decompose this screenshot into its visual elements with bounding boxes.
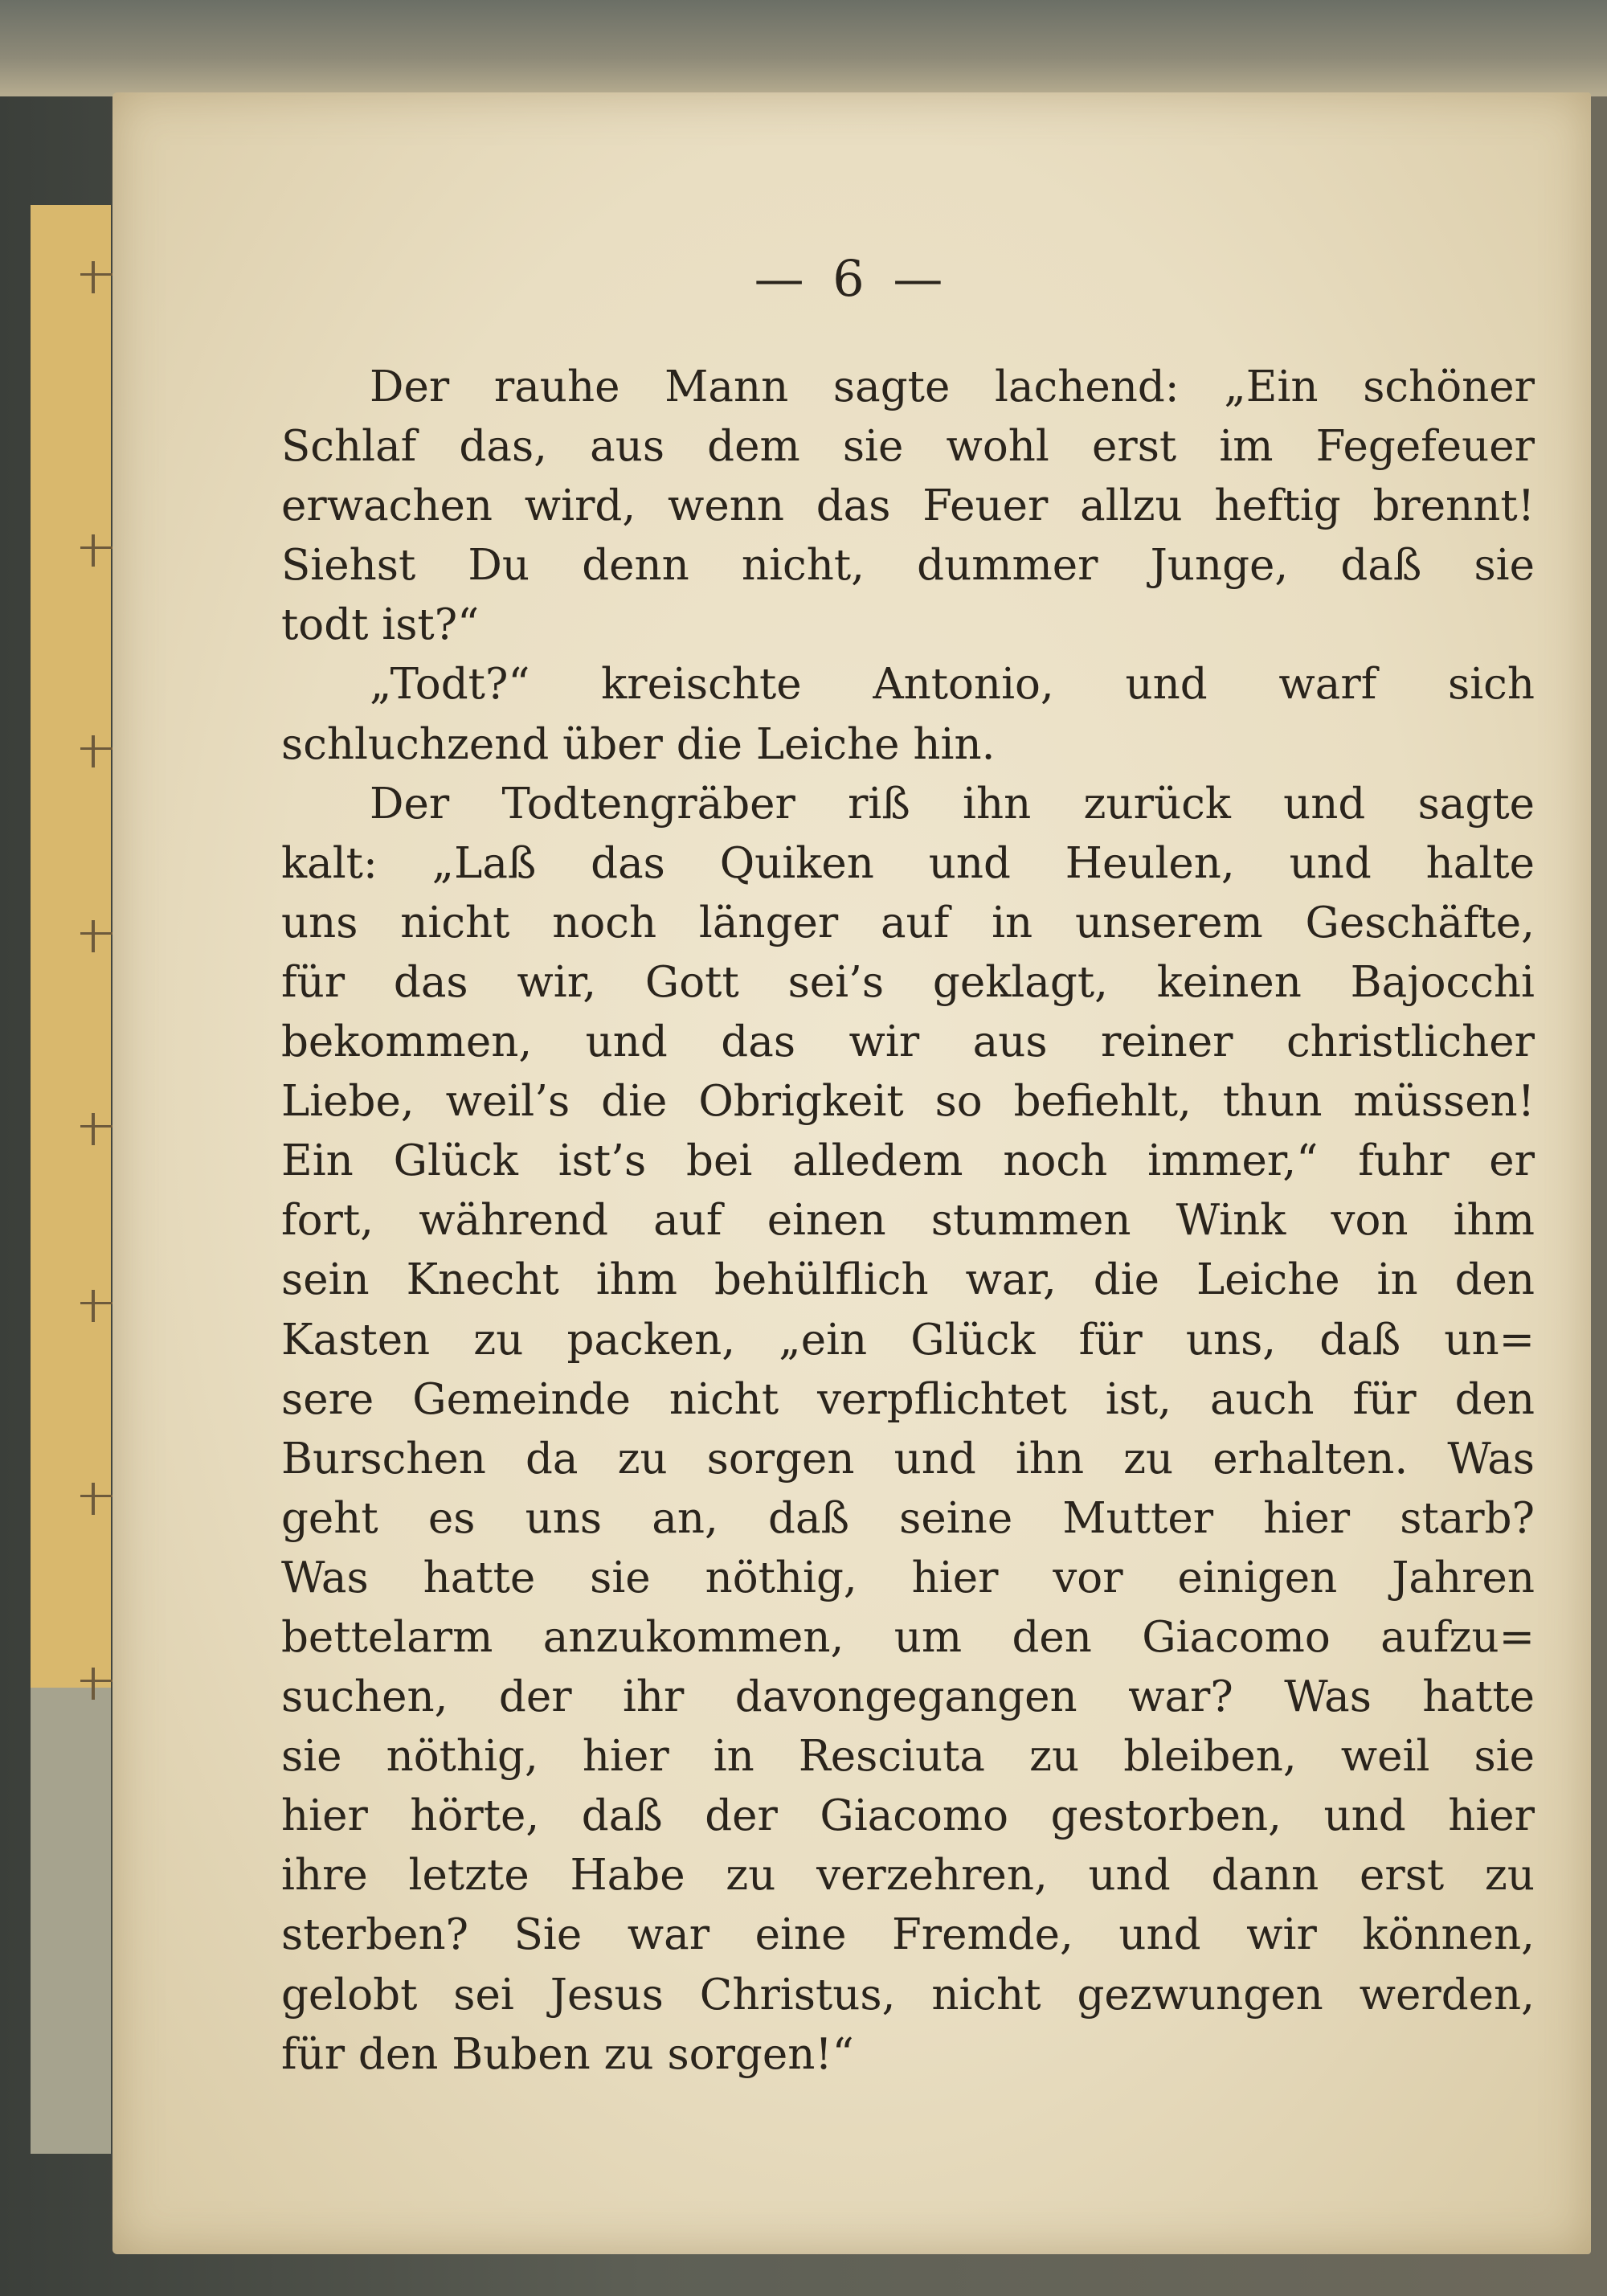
binding-stitch <box>80 273 112 277</box>
binding-stitch <box>80 1495 112 1499</box>
text-line: für den Buben zu sorgen!“ <box>281 2029 854 2079</box>
text-line: sie nöthig, hier in Resciuta zu bleiben, weil sie <box>281 1732 1535 1782</box>
text-line: Liebe, weil’s die Obrigkeit so befiehlt, thun müssen! <box>281 1077 1535 1127</box>
text-line: sterben? Sie war eine Fremde, und wir können, <box>281 1910 1535 1960</box>
text-line: bettelarm anzukommen, um den Giacomo aufzu= <box>281 1612 1535 1662</box>
text-line: Schlaf das, aus dem sie wohl erst im Fegefeuer <box>281 422 1535 472</box>
text-line: „Todt?“ kreischte Antonio, und warf sich <box>370 660 1535 710</box>
text-line: Was hatte sie nöthig, hier vor einigen Jahren <box>281 1553 1535 1602</box>
text-line: Kasten zu packen, „ein Glück für uns, daß un= <box>281 1315 1535 1365</box>
text-line: suchen, der ihr davongegangen war? Was hatte <box>281 1672 1535 1722</box>
text-line: bekommen, und das wir aus reiner christlicher <box>281 1017 1535 1067</box>
text-line: ihre letzte Habe zu verzehren, und dann erst zu <box>281 1851 1535 1901</box>
text-line: fort, während auf einen stummen Wink von ihm <box>281 1196 1535 1246</box>
binding-stitch <box>80 546 112 550</box>
binding-stitch <box>80 1680 112 1684</box>
text-line: schluchzend über die Leiche hin. <box>281 719 996 769</box>
text-line: sein Knecht ihm behülflich war, die Leiche in den <box>281 1255 1535 1305</box>
page-number: — 6 — <box>754 249 950 308</box>
book-page <box>112 92 1591 2254</box>
cover-top-edge <box>0 0 1607 96</box>
binding-stitch <box>80 747 112 751</box>
text-line: Burschen da zu sorgen und ihn zu erhalten. Was <box>281 1434 1535 1484</box>
binding-stitch <box>80 1302 112 1306</box>
text-line: für das wir, Gott sei’s geklagt, keinen Bajocchi <box>281 957 1535 1007</box>
text-line: kalt: „Laß das Quiken und Heulen, und halte <box>281 838 1535 888</box>
spine-paper-lower <box>31 1688 111 2154</box>
binding-stitch <box>80 932 112 936</box>
page-text <box>281 358 1535 2085</box>
text-line: Der Todtengräber riß ihn zurück und sagte <box>370 779 1535 829</box>
binding-stitch <box>80 1125 112 1129</box>
text-line: geht es uns an, daß seine Mutter hier starb? <box>281 1493 1535 1543</box>
text-line: Der rauhe Mann sagte lachend: „Ein schöner <box>370 362 1535 411</box>
text-line: Ein Glück ist’s bei alledem noch immer,“ fuhr er <box>281 1136 1535 1186</box>
text-line: erwachen wird, wenn das Feuer allzu heftig brennt! <box>281 481 1535 531</box>
text-line: hier hörte, daß der Giacomo gestorben, und hier <box>281 1791 1535 1841</box>
text-line: Siehst Du denn nicht, dummer Junge, daß sie <box>281 541 1535 591</box>
text-line: todt ist?“ <box>281 600 480 650</box>
text-line: uns nicht noch länger auf in unserem Geschäfte, <box>281 898 1535 947</box>
text-line: sere Gemeinde nicht verpflichtet ist, auch für den <box>281 1374 1535 1424</box>
text-line: gelobt sei Jesus Christus, nicht gezwungen werden, <box>281 1970 1535 2020</box>
